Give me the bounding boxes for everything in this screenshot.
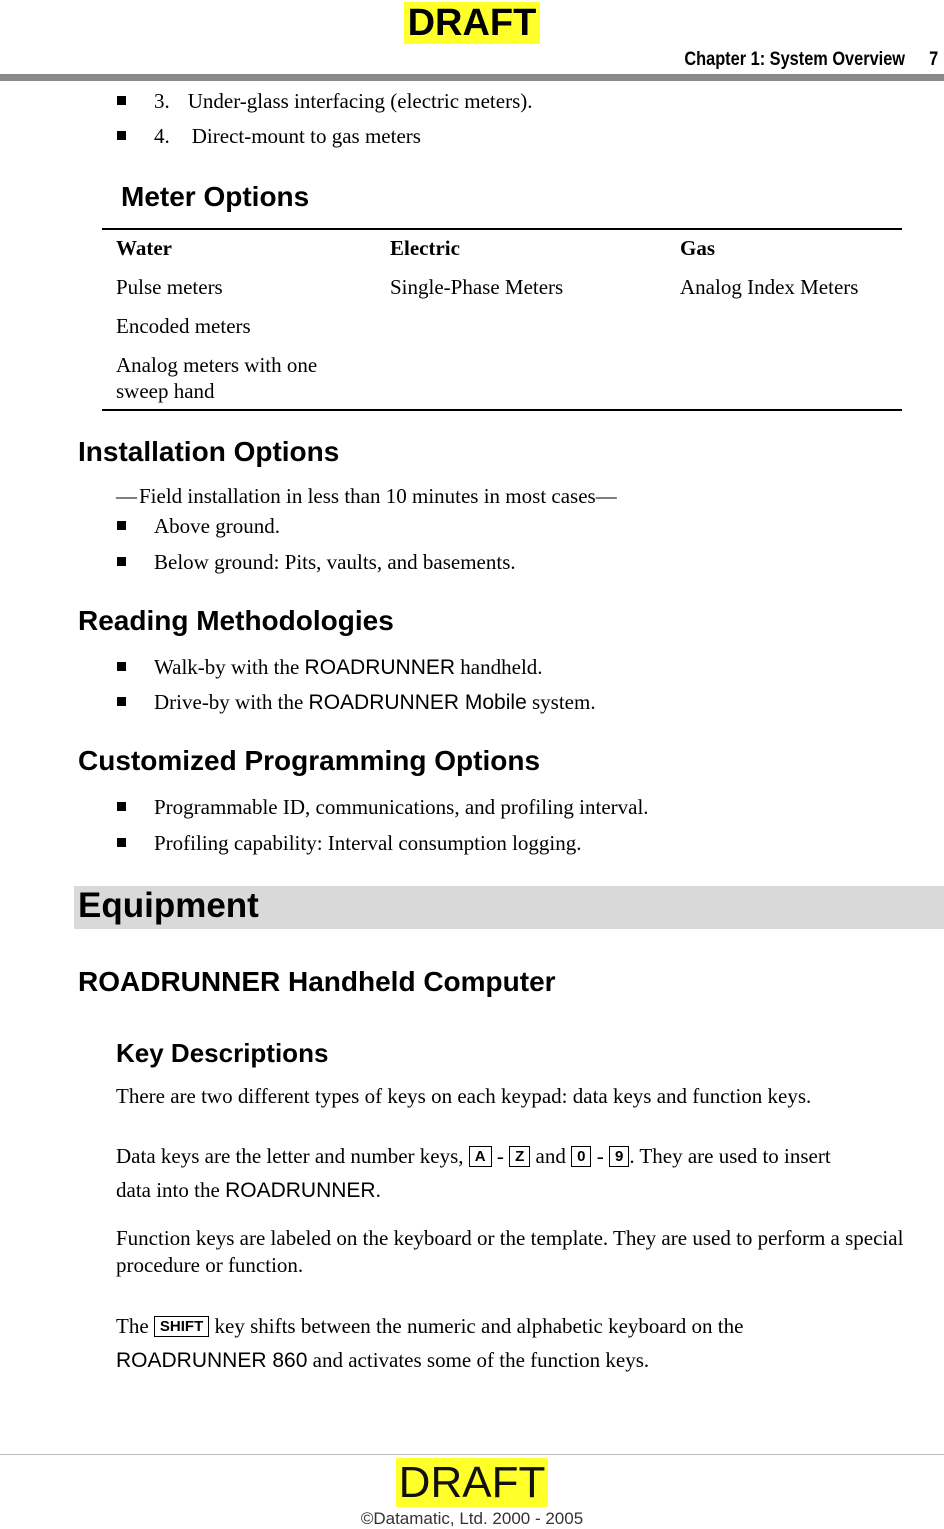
list-item: Walk-by with the ROADRUNNER handheld. — [117, 655, 543, 680]
list-item: Above ground. — [117, 514, 280, 539]
footer-rule — [0, 1454, 944, 1455]
table-bottom-rule — [102, 409, 902, 411]
running-header — [684, 49, 938, 71]
key-9-icon: 9 — [609, 1146, 629, 1167]
draft-watermark-top: DRAFT — [0, 2, 944, 45]
col-header-water: Water — [116, 236, 172, 260]
paragraph: The SHIFT key shifts between the numeric and alphabetic keyboard on the ROADRUNNER 860 and activates some of the function keys. — [116, 1314, 744, 1372]
table-cell: sweep hand — [116, 379, 215, 403]
chapter-title: Chapter 1: System Overview — [684, 49, 905, 70]
paragraph: Function keys are labeled on the keyboard or the template. They are used to perform a special procedure or function. — [116, 1226, 904, 1277]
table-top-rule — [102, 228, 902, 230]
bullet-square-icon — [117, 662, 126, 671]
page-number: 7 — [928, 49, 938, 70]
table-cell: Encoded meters — [116, 314, 251, 338]
copyright: ©Datamatic, Ltd. 2000 - 2005 — [360, 1509, 584, 1528]
key-a-icon: A — [469, 1146, 492, 1167]
draft-watermark-bottom: DRAFT — [0, 1458, 944, 1508]
list-item: Programmable ID, communications, and profiling interval. — [117, 795, 649, 820]
reading-heading: Reading Methodologies — [78, 605, 394, 636]
equipment-section-band — [74, 886, 944, 929]
installation-heading: Installation Options — [78, 436, 340, 467]
handheld-heading: ROADRUNNER Handheld Computer — [78, 966, 556, 997]
list-item: Drive-by with the ROADRUNNER Mobile system. — [117, 690, 596, 715]
paragraph: There are two different types of keys on each keypad: data keys and function keys. — [116, 1084, 812, 1108]
equipment-heading: Equipment — [78, 886, 259, 925]
table-cell: Analog Index Meters — [680, 275, 859, 299]
paragraph: Data keys are the letter and number keys, A - Z and 0 - 9 . They are used to insert data into the ROADRUNNER. — [116, 1144, 831, 1202]
bullet-square-icon — [117, 521, 126, 530]
key-z-icon: Z — [509, 1146, 530, 1167]
list-item: 4. Direct-mount to gas meters — [117, 124, 421, 149]
meter-options-heading: Meter Options — [121, 181, 310, 212]
key-0-icon: 0 — [571, 1146, 591, 1167]
custom-programming-heading: Customized Programming Options — [78, 745, 541, 776]
col-header-gas: Gas — [680, 236, 716, 260]
key-descriptions-heading: Key Descriptions — [116, 1038, 329, 1068]
key-shift-icon: SHIFT — [154, 1316, 209, 1337]
bullet-square-icon — [117, 96, 126, 105]
bullet-square-icon — [117, 802, 126, 811]
header-rule — [0, 74, 944, 81]
table-cell: Single-Phase Meters — [390, 275, 564, 299]
bullet-square-icon — [117, 131, 126, 140]
list-item: 3. Under-glass interfacing (electric meters). — [117, 89, 533, 114]
bullet-square-icon — [117, 557, 126, 566]
table-cell: Analog meters with one — [116, 353, 318, 377]
list-item: Below ground: Pits, vaults, and basements. — [117, 550, 516, 575]
bullet-square-icon — [117, 697, 126, 706]
col-header-electric: Electric — [390, 236, 460, 260]
list-item: Profiling capability: Interval consumption logging. — [117, 831, 582, 856]
installation-note: —Field installation in less than 10 minutes in most cases— — [116, 484, 617, 508]
bullet-square-icon — [117, 838, 126, 847]
table-cell: Pulse meters — [116, 275, 223, 299]
